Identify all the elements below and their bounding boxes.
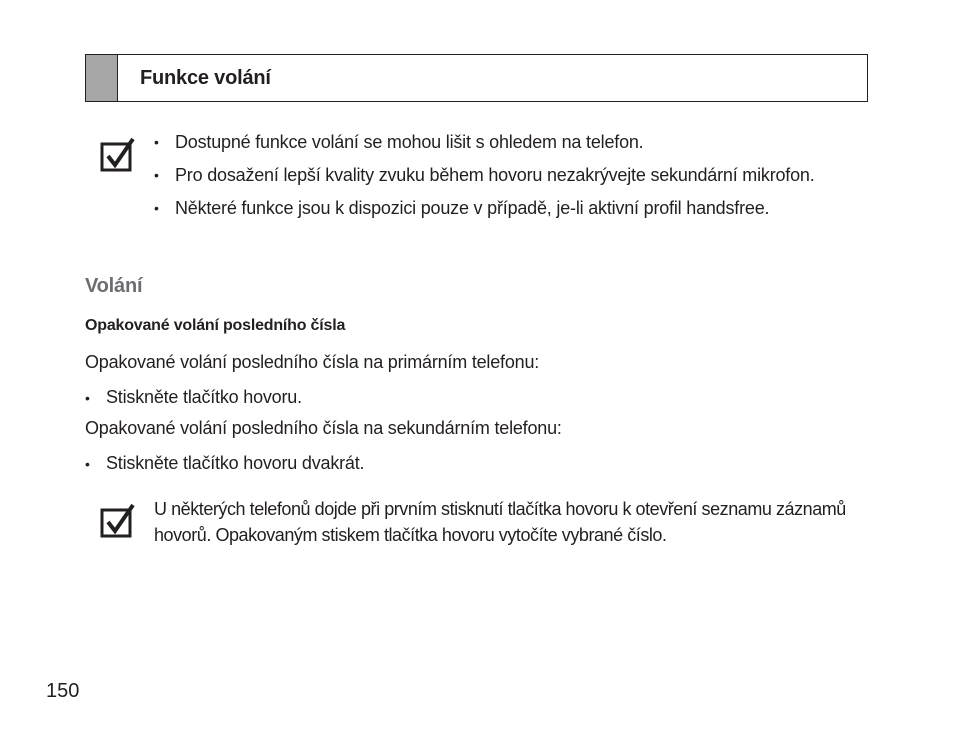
bullet-text: Stiskněte tlačítko hovoru. — [106, 387, 302, 407]
note-text: U některých telefonů dojde při prvním stisknutí tlačítka hovoru k otevření seznamu záznamů hovorů. Opakovaným stiskem tlačítka hovoru vytočíte vybrané číslo. — [154, 499, 846, 545]
bullet-dot: • — [85, 456, 90, 472]
checkbox-note-icon — [100, 504, 136, 538]
paragraph-primary: Opakované volání posledního čísla na primárním telefonu: — [85, 352, 540, 372]
note-item: • Pro dosažení lepší kvality zvuku během hovoru nezakrývejte sekundární mikrofon. — [154, 163, 864, 187]
paragraph-secondary: Opakované volání posledního čísla na sekundárním telefonu: — [85, 418, 562, 438]
note-item: • Dostupné funkce volání se mohou lišit s ohledem na telefon. — [154, 130, 864, 154]
bullet-text: Stiskněte tlačítko hovoru dvakrát. — [106, 453, 365, 473]
header-tab-marker — [86, 55, 118, 101]
page-number: 150 — [46, 680, 80, 702]
note-item: • Některé funkce jsou k dispozici pouze v případě, je-li aktivní profil handsfree. — [154, 196, 864, 220]
bullet-item-primary — [85, 387, 302, 408]
checkbox-note-icon — [100, 138, 136, 172]
header-title: Funkce volání — [140, 66, 271, 89]
subsection-title: Opakované volání posledního čísla — [85, 317, 346, 334]
bullet-item-secondary — [85, 453, 364, 474]
section-title: Volání — [85, 275, 143, 297]
section-header — [85, 54, 868, 102]
bullet-dot: • — [85, 390, 90, 406]
note-list — [154, 130, 864, 229]
